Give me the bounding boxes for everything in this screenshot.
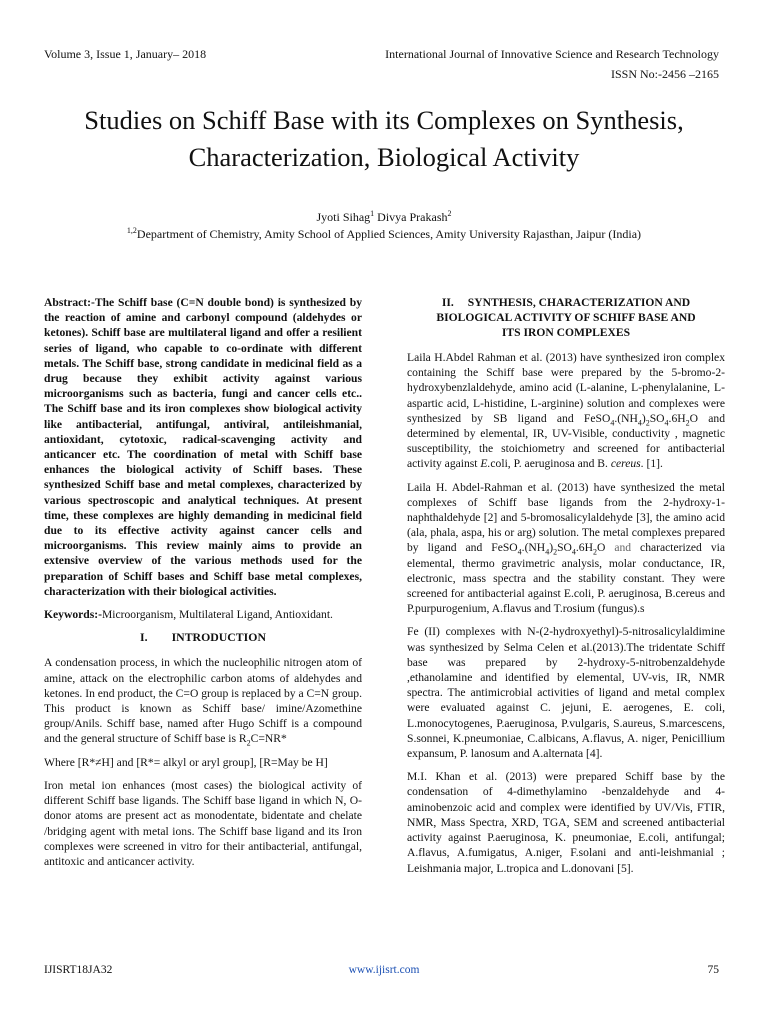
- intro-paragraph-3: Iron metal ion enhances (most cases) the biological activity of different Schiff base ligands. The Schiff base ligand in which N, O-donor atoms are present act as monodentate, bidentate and chelate /bridging agent with metal ions. The Schiff base ligand and its Iron complexes were screened in vitro for their antibacterial, antifungal, antitoxic and anticancer activity.: [44, 778, 362, 868]
- section2-paragraph-3: Fe (II) complexes with N-(2-hydroxyethyl)-5-nitrosalicylaldimine was synthesized by Selma Celen et al.(2013).The tridentate Schiff base was prepared by 2-hydroxy-5-nitrobenzaldehyde ,ethanolamine and identified by elemental, UV-vis, IR, NMR spectra. The antimicrobial activities of ligand and metal complex were evaluated against C. jejuni, E. aerogenes, E. coli, L.monocytogenes, P.aeruginosa, P.vulgaris, S.aureus, S.marcescens, S.sonnei, K.pneumoniae, C.albicans, A.flavus, A. niger, Penicillium expansum, P. lanosum and A.alternata [4].: [407, 625, 725, 761]
- left-column: [44, 295, 362, 877]
- affiliation: $^{1,2}$Department of Chemistry, Amity School of Applied Sciences, Amity University Rajasthan, Jaipur (India): [126, 226, 642, 241]
- intro-paragraph-1: A condensation process, in which the nucleophilic nitrogen atom of amine, attack on the electrophilic carbon atoms of aldehydes and ketones. In end product, the C=O group is replaced by a C=N group. This product is known as Schiff base/ imine/Azomethine group/Anils. Schiff base, named after Hugo Schiff is a compound and the general structure of Schiff base is $R_2C=NR*$: [44, 656, 362, 748]
- section-heading-introduction: I. INTRODUCTION: [140, 630, 266, 645]
- paper-title: Studies on Schiff Base with its Complexes on Synthesis, Characterization, Biological Activity: [84, 105, 684, 172]
- authors: Jyoti Sihag$^1$ Divya Prakash$^2$: [316, 209, 452, 224]
- author-1: Jyoti Sihag: [316, 210, 371, 224]
- page-number: 75: [707, 964, 719, 976]
- section2-paragraph-4: M.I. Khan et al. (2013) were prepared Schiff base by the condensation of 4-dimethylamino -benzaldehyde and 4-aminobenzoic acid and complex were identified by UV/Vis, FTIR, NMR, Mass Spectra, XRD, TGA, SEM and screened antibacterial activity against P.aeruginosa, K. pneumoniae, E.coli, antifungal; A.flavus, A.fumigatus, A.niger, F.solani and anti-leishmanial ; Leishmania major, L.tropica and L.donovani [5].: [407, 770, 725, 875]
- intro-paragraph-2: Where [R*≠H] and [R*= alkyl or aryl group], [R=May be H]: [44, 755, 328, 769]
- right-column: [407, 295, 725, 884]
- section2-paragraph-2: Laila H. Abdel-Rahman et al. (2013) have synthesized the metal complexes of Schiff base ligands from the 2-hydroxy-1-naphthaldehyde [2] and 5-bromosalicylaldehyde [3], the amino acid (ala, phala, aspa, his or arg) solution. The metal complexes prepared by ligand and $FeSO_4.(NH_4)_2SO_4.6H_2O$ and characterized via elemental, thermo gravimetric analysis, molar conductance, IR, electronic, mass spectra and the stability constant. They were screened for antibacterial against E.coli, P. aeruginosa, B.cereus and P.purpurogenium, A.flavus and T.rosium (fungus).s: [407, 480, 725, 616]
- journal-name: International Journal of Innovative Science and Research Technology: [385, 47, 719, 61]
- author-2: Divya Prakash: [377, 210, 448, 224]
- footer-website-link[interactable]: www.ijisrt.com: [348, 964, 420, 976]
- section-heading-synthesis: II. SYNTHESIS, CHARACTERIZATION AND BIOLOGICAL ACTIVITY OF SCHIFF BASE AND ITS IRON COMPLEXES: [436, 296, 696, 339]
- volume-issue: Volume 3, Issue 1, January– 2018: [44, 47, 207, 61]
- abstract: Abstract:-The Schiff base (C=N double bond) is synthesized by the reaction of amine and carbonyl compound (aldehydes or ketones). Schiff base are multilateral ligand and offer a resilient series of ligand, who capable to co-ordinate with different metals. The Schiff base, strong candidate in medicinal field as a drug because they exhibit activity against various microorganisms such as bacteria, fungi and cancer cells etc.. The Schiff base and its iron complexes show biological activity like antibacterial, antifungal, antiviral, antileishmanial, antioxidant, cytotoxic, radical-scavenging activity and anticancer etc. The coordination of metal with Schiff base enhances the biological activity of Schiff bases. These synthesized Schiff base and metal complexes, characterized by various spectroscopic and analytical techniques. At present time, these complexes are highly demanding in medicinal field due to its effective activity against cancer cells and microorganisms. This review mainly aims to provide an extensive overview of the various methods used for the preparation of Schiff bases and Schiff base metal complexes, characterization with their biological activities.: [44, 296, 362, 598]
- keywords: Keywords:-Microorganism, Multilateral Ligand, Antioxidant.: [44, 608, 333, 622]
- section2-paragraph-1: Laila H.Abdel Rahman et al. (2013) have synthesized iron complex containing the Schiff base were prepared by the 5-bromo-2-hydroxybenzlaldehyde, amino acid (L-alanine, L-phenylalanine, L-aspartic acid, L-histidine, L-arginine) solution and complexes were synthesized by SB ligand and $FeSO_4.(NH_4)_2SO_4.6H_2O$ and determined by elemental, IR, UV-Visible, conductivity , magnetic susceptibility, the stoichiometry and screened for antibacterial activity against E.coli, P. aeruginosa and B. cereus. [1].: [407, 351, 726, 471]
- footer-code: IJISRT18JA32: [44, 964, 113, 976]
- issn: ISSN No:-2456 –2165: [610, 67, 719, 81]
